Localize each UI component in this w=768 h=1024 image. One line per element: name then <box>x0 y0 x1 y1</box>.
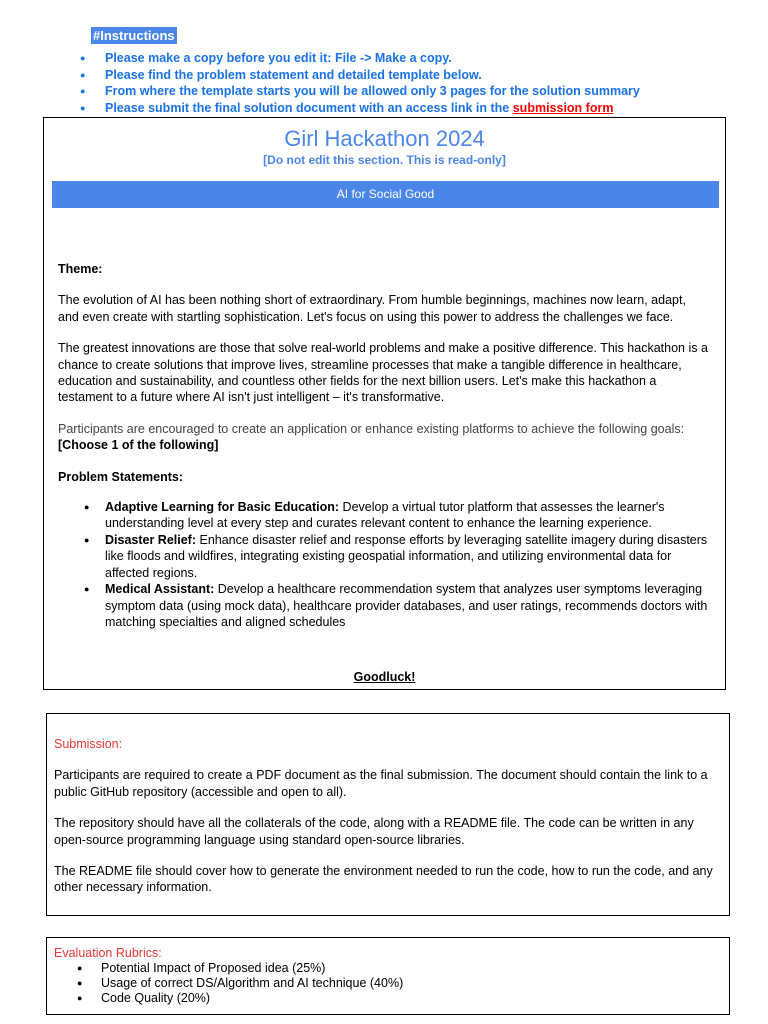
instruction-item-text: Please submit the final solution document with an access link in the <box>105 100 513 115</box>
problem-statement-item <box>58 499 708 532</box>
problem-statements-label: Problem Statements: <box>58 469 184 484</box>
instruction-item: ● Please find the problem statement and detailed template below. <box>80 67 640 84</box>
rubrics-label: Evaluation Rubrics: <box>54 946 162 960</box>
instructions-list <box>80 50 640 116</box>
submission-paragraph: The repository should have all the collaterals of the code, along with a README file. The code can be written in any open-source programming language using standard open-source libraries. <box>54 816 694 847</box>
theme-content <box>58 261 708 630</box>
submission-paragraph: Participants are required to create a PDF document as the final submission. The document should contain the link to a public GitHub repository (accessible and open to all). <box>54 768 708 799</box>
instruction-item: ● Please make a copy before you edit it: File -> Make a copy. <box>80 50 640 67</box>
choose-note: [Choose 1 of the following] <box>58 438 219 453</box>
rubric-item: ● Usage of correct DS/Algorithm and AI technique (40%) <box>54 976 403 991</box>
submission-label: Submission: <box>54 737 123 751</box>
problem-statement-item <box>58 581 708 630</box>
theme-paragraph: The greatest innovations are those that solve real-world problems and make a positive difference. This hackathon is a chance to create solutions that improve lives, streamline processes that make a tangible difference in healthcare, education and sustainability, and countless other fields for the next billion users. Let's make this hackathon a testament to a future where AI isn't just intelligent – it's transformative. <box>58 341 708 405</box>
problem-statements-list <box>58 499 708 630</box>
submission-form-link[interactable]: submission form <box>512 100 614 115</box>
theme-label: Theme: <box>58 262 103 276</box>
participants-paragraph <box>58 421 708 454</box>
rubrics-list <box>54 961 403 1006</box>
problem-text: Develop a healthcare recommendation system that analyzes user symptoms leveraging symptom data (using mock data), healthcare provider databases, and user ratings, recommends doctors with matching specialties and aligned schedules <box>105 582 708 629</box>
instructions-heading: #Instructions <box>93 28 175 43</box>
instruction-item: ● From where the template starts you will be allowed only 3 pages for the solution summary <box>80 83 640 100</box>
problem-title: Medical Assistant: <box>105 582 215 597</box>
problem-title: Adaptive Learning for Basic Education: <box>105 500 340 515</box>
problem-title: Disaster Relief: <box>105 532 197 547</box>
rubric-item: ● Potential Impact of Proposed idea (25%) <box>54 961 403 976</box>
problem-text: Develop a virtual tutor platform that assesses the learner's understanding level at every step and curates relevant content to enhance the learning experience. <box>105 500 665 531</box>
problem-text: Enhance disaster relief and response efforts by leveraging satellite imagery during disasters like floods and wildfires, integrating existing geospatial information, and utilizing environmental data for affected regions. <box>105 532 708 580</box>
page-title: Girl Hackathon 2024 <box>284 126 485 151</box>
submission-section <box>46 713 730 916</box>
theme-paragraph: The evolution of AI has been nothing short of extraordinary. From humble beginnings, machines now learn, adapt, and even create with startling sophistication. Let's focus on using this power to address the challenges we face. <box>58 293 686 324</box>
readonly-note: [Do not edit this section. This is read-only] <box>263 153 506 167</box>
problem-statement-item <box>58 532 708 581</box>
evaluation-rubrics-section <box>46 937 730 1015</box>
hackathon-readonly-section <box>43 117 726 690</box>
participants-text: Participants are encouraged to create an application or enhance existing platforms to achieve the following goals: <box>58 421 685 436</box>
submission-paragraph: The README file should cover how to generate the environment needed to run the code, how to run the code, and any other necessary information. <box>54 864 713 895</box>
rubric-item: ● Code Quality (20%) <box>54 991 403 1006</box>
theme-band: AI for Social Good <box>52 181 719 208</box>
goodluck-text: Goodluck! <box>353 670 416 684</box>
instruction-item <box>80 100 640 117</box>
